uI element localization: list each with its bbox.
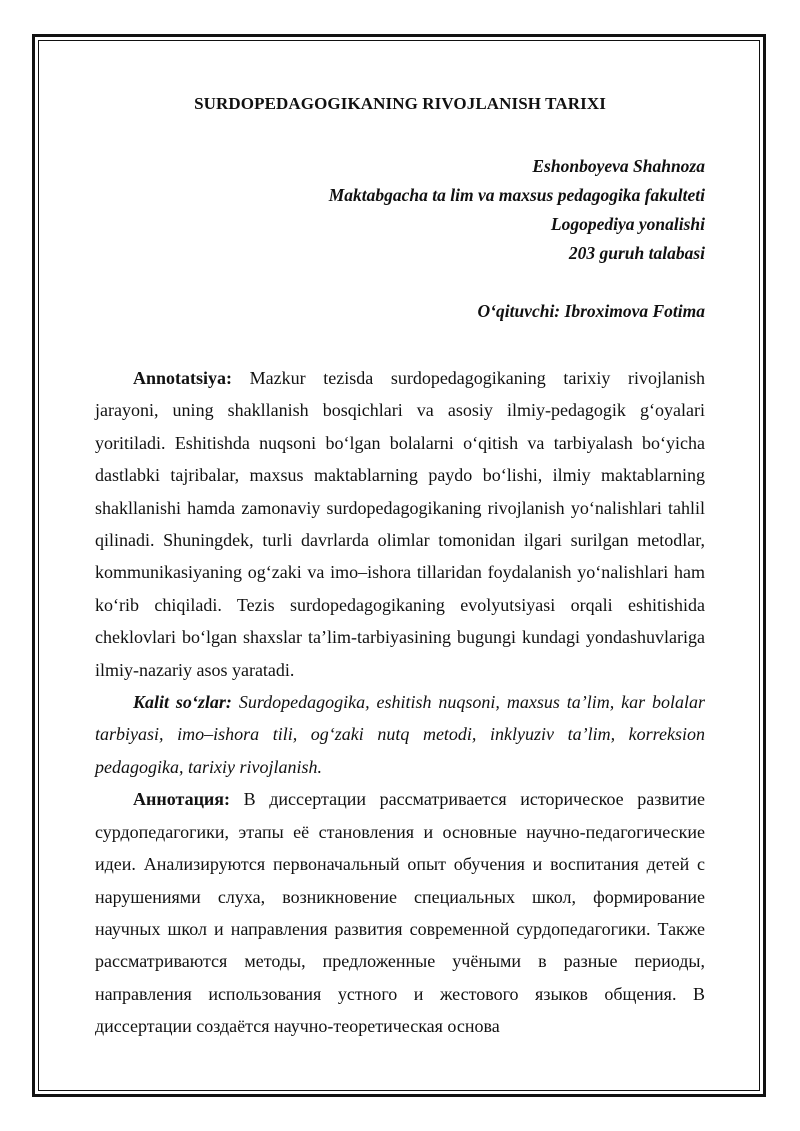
document-title: SURDOPEDAGOGIKANING RIVOJLANISH TARIXI [194,94,606,113]
annotation-uz-text: Mazkur tezisda surdopedagogikaning tarixiy rivojlanish jarayoni, uning shakllanish bosqichlari va asosiy ilmiy-pedagogik g‘oyalari yoritiladi. Eshitishda nuqsoni bo‘lgan bolalarni o‘qitish va tarbiyalash bo‘yicha dastlabki tajribalar, maxsus maktablarning paydo bo‘lishi, ilmiy maktablarning shakllanishi hamda zamonaviy surdopedagogikaning rivojlanish yo‘nalishlari tahlil qilinadi. Shuningdek, turli davrlarda olimlar tomonidan ilgari surilgan metodlar, kommunikasiyaning og‘zaki va imo–ishora tillaridan foydalanish yo‘nalishlari ham ko‘rib chiqiladi. Tezis surdopedagogikaning evolyutsiyasi orqali eshitishida cheklovlari bo‘lgan shaxslar ta’lim-tarbiyasining bugungi kundagi yondashuvlariga ilmiy-nazariy asos yaratadi. [95,368,705,680]
annotation-uz-label: Annotatsiya: [133,368,233,388]
annotation-ru-text: В диссертации рассматривается историческое развитие сурдопедагогики, этапы её становления и основные научно-педагогические идеи. Анализируются первоначальный опыт обучения и воспитания детей с нарушениями слуха, возникновение специальных школ, формирование научных школ и направления развития современной сурдопедагогики. Также рассматриваются методы, предложенные учёными в разные периоды, направления использования устного и жестового языков общения. В диссертации создаётся научно-теоретическая основа [95,789,705,1037]
keywords-uz [95,686,705,783]
document-body [95,90,705,1043]
author-name: Eshonboyeva Shahnoza [532,156,705,176]
annotation-ru-label: Аннотация: [133,789,231,810]
author-direction: Logopediya yonalishi [550,214,705,234]
keywords-uz-label: Kalit so‘zlar: [133,692,232,713]
teacher-info: O‘qituvchi: Ibroximova Fotima [477,301,705,321]
annotation-uz [95,362,705,686]
author-info [95,152,705,268]
author-faculty: Maktabgacha ta lim va maxsus pedagogika fakulteti [328,185,705,205]
keywords-uz-text: Surdopedagogika, eshitish nuqsoni, maxsus ta’lim, kar bolalar tarbiyasi, imo–ishora tili, og‘zaki nutq metodi, inklyuziv ta’lim, korreksion pedagogika, tarixiy rivojlanish. [95,692,706,777]
annotation-ru [95,783,705,1042]
author-group: 203 guruh talabasi [568,243,705,263]
